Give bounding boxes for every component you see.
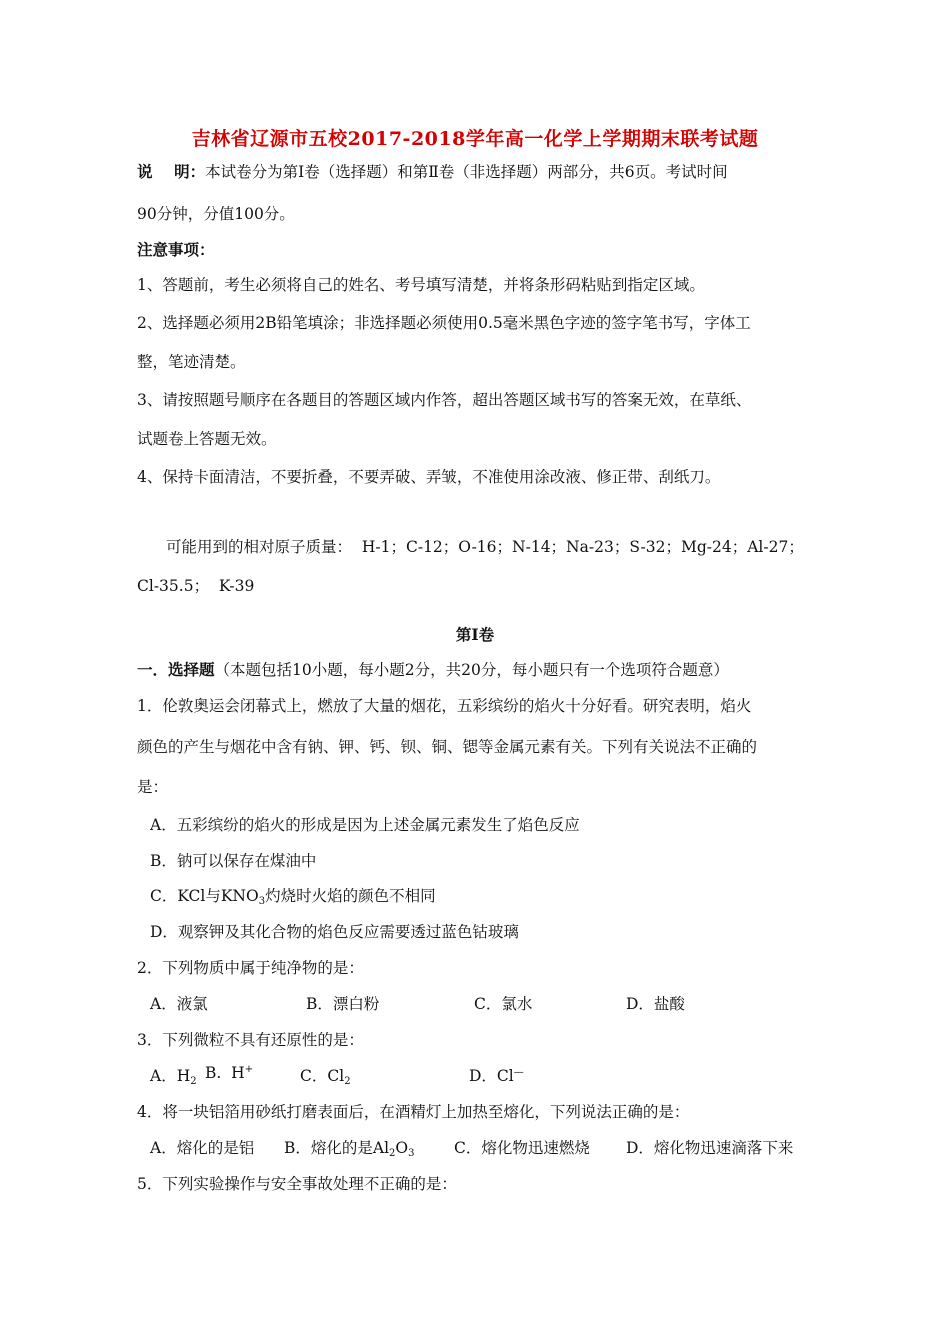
q3-option-b: B. H+ bbox=[205, 1064, 254, 1082]
q2-option-a: A．液氯 bbox=[150, 995, 208, 1013]
q2-stem: 2．下列物质中属于纯净物的是： bbox=[137, 959, 364, 977]
q3-option-d: D．Cl— bbox=[469, 1067, 524, 1085]
q1-stem-line3: 是： bbox=[137, 778, 169, 796]
note-item-2b: 整，笔迹清楚。 bbox=[137, 353, 246, 371]
q4-option-d: D．熔化物迅速滴落下来 bbox=[626, 1139, 794, 1157]
note-item-1: 1、答题前，考生必须将自己的姓名、考号填写清楚，并将条形码粘贴到指定区域。 bbox=[137, 276, 705, 294]
q4-option-b: B．熔化的是$Al_2O_3$ bbox=[284, 1139, 415, 1159]
q1-option-b: B．钠可以保存在煤油中 bbox=[150, 852, 317, 870]
note-item-3a: 3、请按照题号顺序在各题目的答题区域内作答，超出答题区域书写的答案无效，在草纸、 bbox=[137, 391, 752, 409]
q1-option-d: D．观察钾及其化合物的焰色反应需要透过蓝色钴玻璃 bbox=[150, 923, 519, 941]
q4-option-a: A．熔化的是铝 bbox=[150, 1139, 255, 1157]
q2-option-b: B．漂白粉 bbox=[306, 995, 380, 1013]
atomic-masses-line2: Cl-35.5； K-39 bbox=[137, 577, 255, 595]
q1-option-c: C．KCl与$KNO_3$灼烧时火焰的颜色不相同 bbox=[150, 887, 436, 907]
q4-option-c: C．熔化物迅速燃烧 bbox=[454, 1139, 590, 1157]
section-heading: 第Ⅰ卷 bbox=[455, 625, 495, 644]
atomic-masses-line1: 可能用到的相对原子质量： H-1；C-12；O-16；N-14；Na-23；S-32；Mg-24；Al-27； bbox=[166, 538, 804, 556]
notes-heading: 注意事项： bbox=[137, 240, 215, 259]
q3-option-a: A．$H_2$ bbox=[150, 1067, 197, 1087]
instructions-line2: 90分钟，分值100分。 bbox=[137, 205, 295, 223]
part-heading: 一．选择题（本题包括10小题，每小题2分，共20分，每小题只有一个选项符合题意） bbox=[137, 660, 729, 679]
q4-stem: 4．将一块铝箔用砂纸打磨表面后，在酒精灯上加热至熔化，下列说法正确的是： bbox=[137, 1103, 690, 1121]
note-item-2a: 2、选择题必须用2B铅笔填涂；非选择题必须使用0.5毫米黑色字迹的签字笔书写，字体工 bbox=[137, 314, 751, 332]
instructions-label: 说 明： bbox=[137, 162, 206, 181]
note-item-4: 4、保持卡面清洁，不要折叠，不要弄破、弄皱，不准使用涂改液、修正带、刮纸刀。 bbox=[137, 468, 721, 486]
q5-stem: 5．下列实验操作与安全事故处理不正确的是： bbox=[137, 1175, 457, 1193]
q3-option-c: C．$Cl_2$ bbox=[300, 1067, 351, 1087]
q1-stem-line1: 1．伦敦奥运会闭幕式上，燃放了大量的烟花，五彩缤纷的焰火十分好看。研究表明，焰火 bbox=[137, 697, 752, 715]
note-item-3b: 试题卷上答题无效。 bbox=[137, 430, 277, 448]
document-title: 吉林省辽源市五校2017-2018学年高一化学上学期期末联考试题 bbox=[191, 128, 759, 150]
instructions-line1: 说 明：本试卷分为第Ⅰ卷（选择题）和第Ⅱ卷（非选择题）两部分，共6页。考试时间 bbox=[137, 162, 728, 181]
q2-option-c: C．氯水 bbox=[474, 995, 533, 1013]
q1-option-a: A．五彩缤纷的焰火的形成是因为上述金属元素发生了焰色反应 bbox=[150, 816, 580, 834]
q2-option-d: D．盐酸 bbox=[626, 995, 685, 1013]
q3-stem: 3．下列微粒不具有还原性的是： bbox=[137, 1031, 364, 1049]
q1-stem-line2: 颜色的产生与烟花中含有钠、钾、钙、钡、铜、锶等金属元素有关。下列有关说法不正确的 bbox=[137, 738, 758, 756]
